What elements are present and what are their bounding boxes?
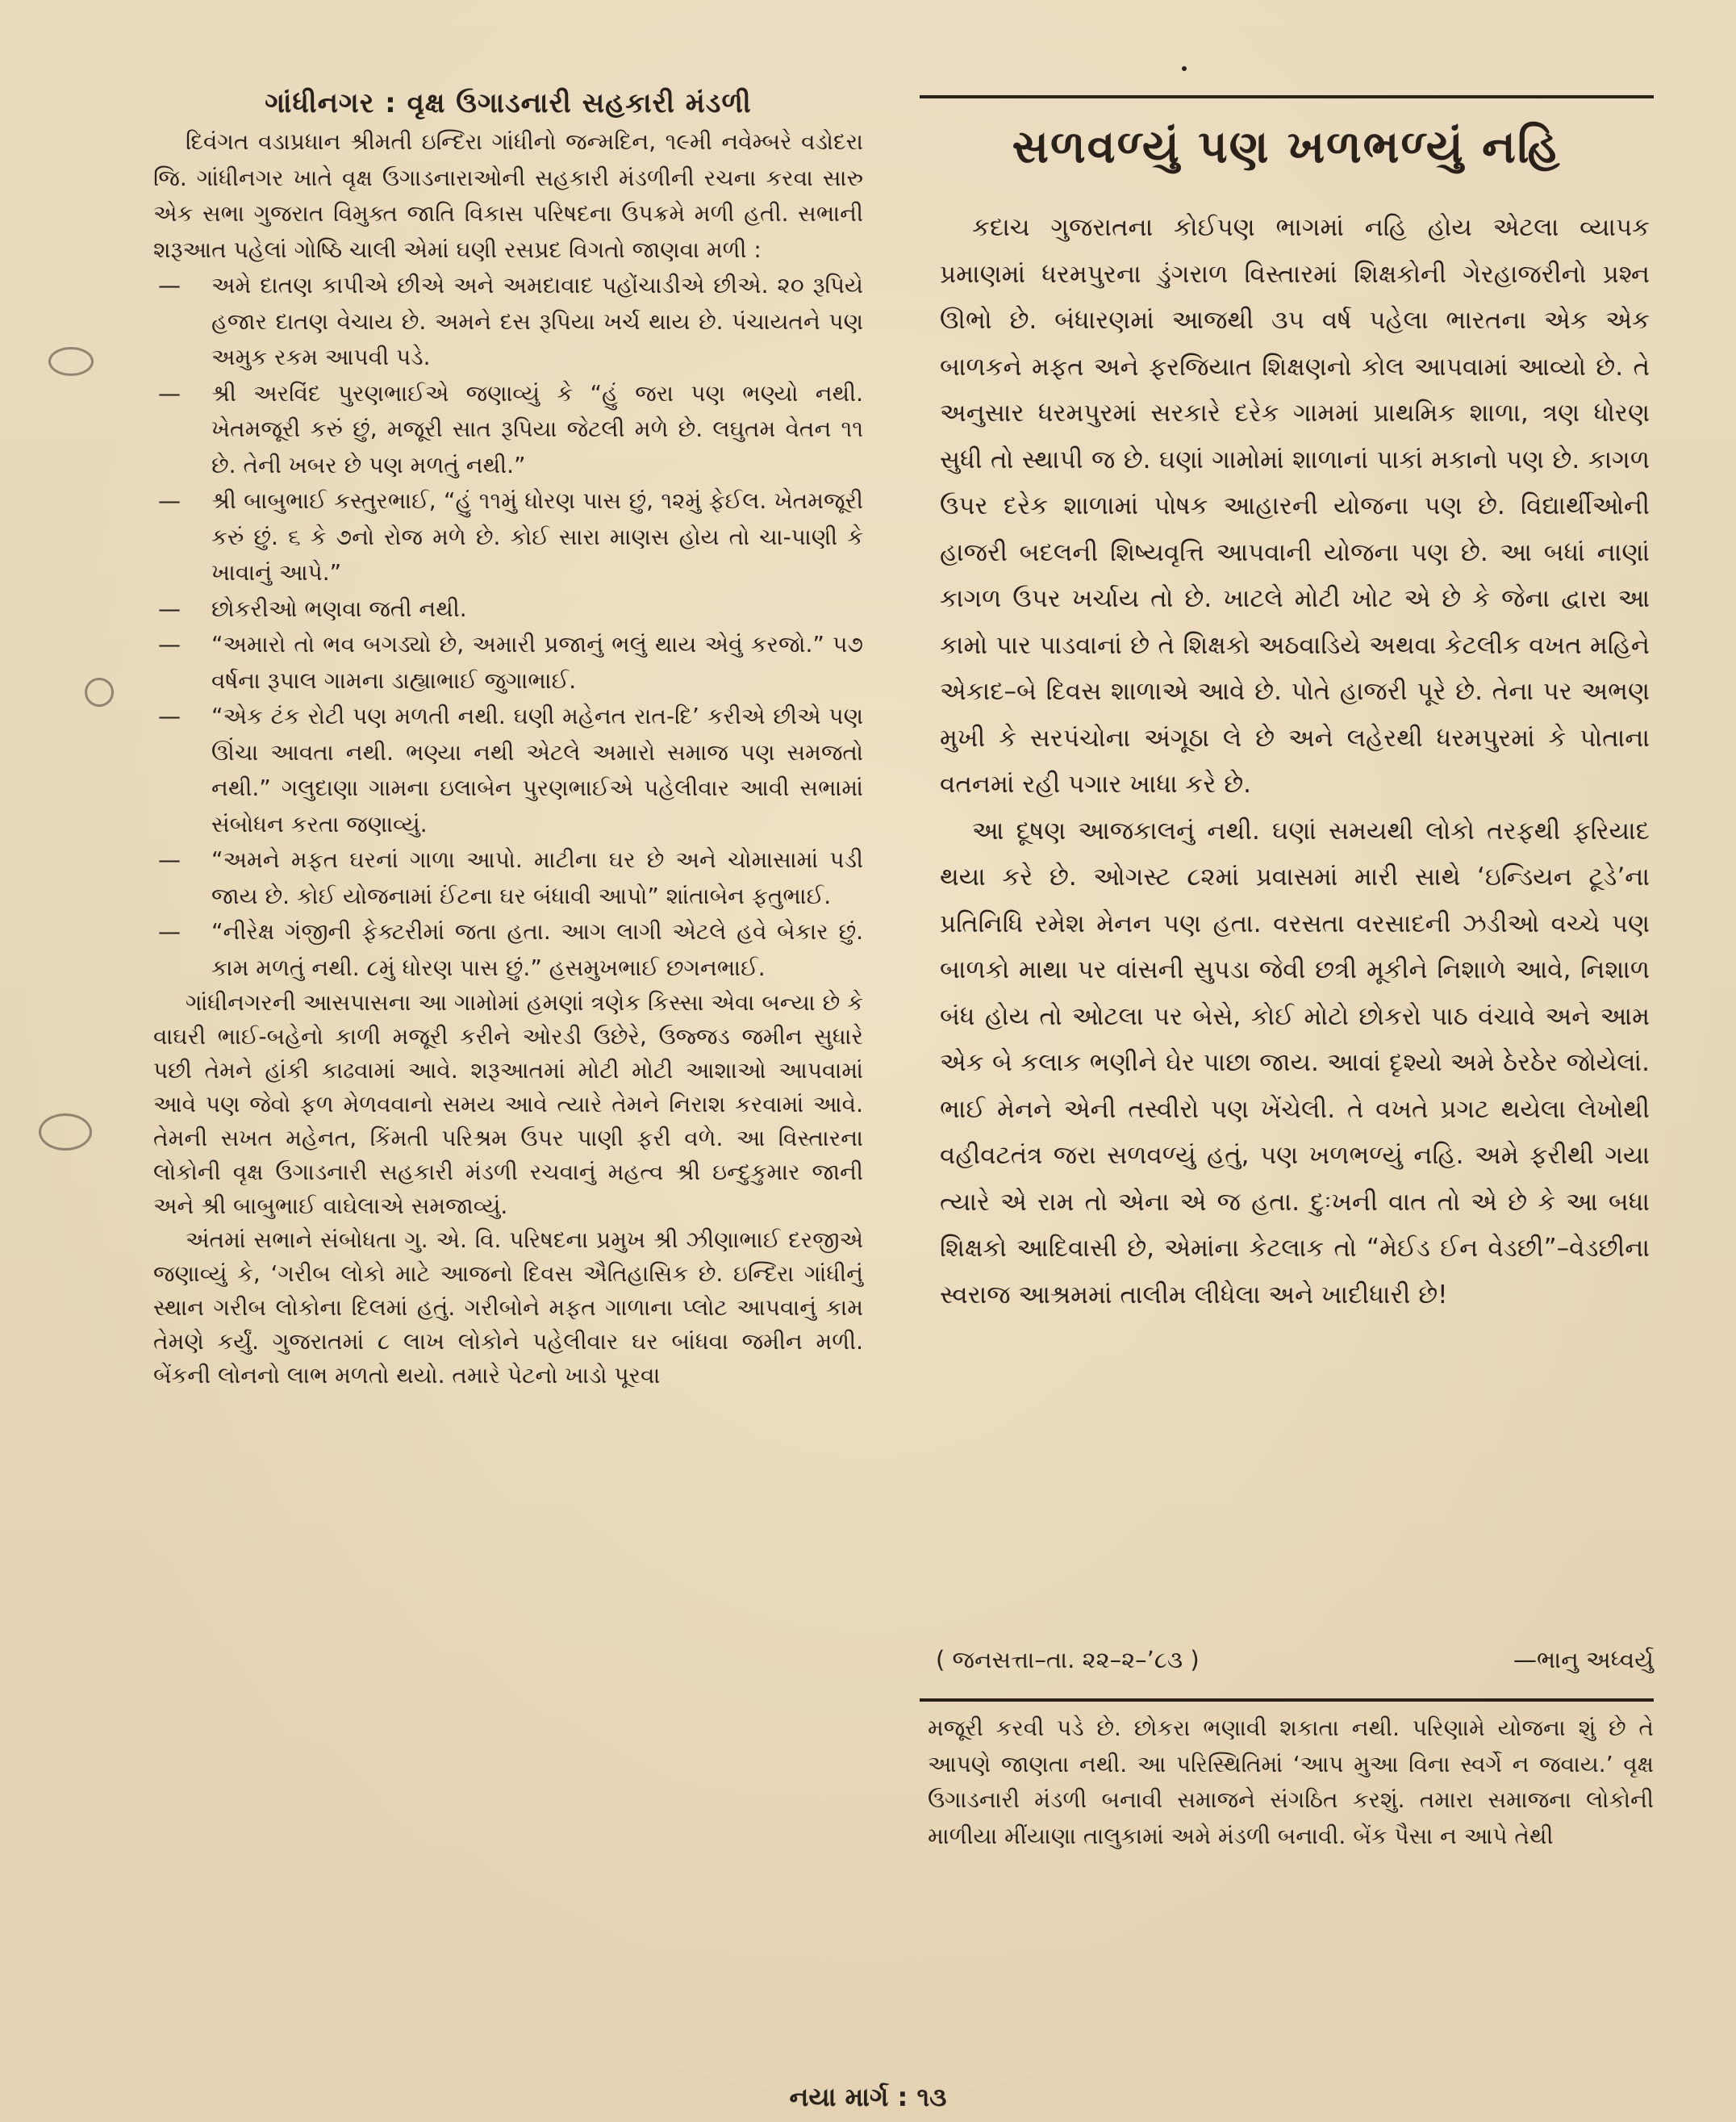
list-item — [153, 268, 863, 376]
dash-marker: — — [158, 595, 181, 622]
dash-marker: — — [158, 846, 181, 873]
ink-smudge — [48, 347, 94, 376]
list-item — [153, 842, 863, 914]
ink-smudge — [39, 1113, 92, 1151]
right-paragraph-2: આ દૂષણ આજકાલનું નથી. ઘણાં સમયથી લોકો તરફથી ફરિયાદ થયા કરે છે. ઓગસ્ટ ૮૨માં પ્રવાસમાં મારી સાથે ‘ઇન્ડિયન ટૂડે’ના પ્રતિનિધિ રમેશ મેનન પણ હતા. વરસતા વરસાદની ઝડીઓ વચ્ચે પણ બાળકો માથા પર વાંસની સુપડા જેવી છત્રી મૂકીને નિશાળે આવે, નિશાળ બંધ હોય તો ઓટલા પર બેસે, કોઈ મોટો છોકરો પાઠ વંચાવે અને આમ એક બે કલાક ભણીને ઘેર પાછા જાય. આવાં દૃશ્યો અમે ઠેરઠેર જોયેલાં. ભાઈ મેનને એની તસ્વીરો પણ ખેંચેલી. તે વખતે પ્રગટ થયેલા લેખોથી વહીવટતંત્ર જરા સળવળ્યું હતું, પણ ખળભળ્યું નહિ. અમે ફરીથી ગયા ત્યારે એ રામ તો એના એ જ હતા. દુઃખની વાત તો એ છે કે આ બધા શિક્ષકો આદિવાસી છે, એમાંના કેટલાક તો “મેઈડ ઈન વેડછી”–વેડછીના સ્વરાજ આશ્રમમાં તાલીમ લીધેલા અને ખાદીધારી છે! — [940, 816, 1650, 1310]
left-article-heading: ગાંધીનગર : વૃક્ષ ઉગાડનારી સહકારી મંડળી — [265, 87, 752, 119]
right-paragraph-1: કદાચ ગુજરાતના કોઈપણ ભાગમાં નહિ હોય એટલા વ્યાપક પ્રમાણમાં ધરમપુરના ડુંગરાળ વિસ્તારમાં શિક્ષકોની ગેરહાજરીનો પ્રશ્ન ઊભો છે. બંધારણમાં આજથી ૩૫ વર્ષ પહેલા ભારતના એક એક બાળકને મફત અને ફરજિયાત શિક્ષણનો કોલ આપવામાં આવ્યો છે. તે અનુસાર ધરમપુરમાં સરકારે દરેક ગામમાં પ્રાથમિક શાળા, ત્રણ ધોરણ સુધી તો સ્થાપી જ છે. ઘણાં ગામોમાં શાળાનાં પાકાં મકાનો પણ છે. કાગળ ઉપર દરેક શાળામાં પોષક આહારની યોજના પણ છે. વિદ્યાર્થીઓની હાજરી બદલની શિષ્યવૃત્તિ આપવાની યોજના પણ છે. આ બધાં નાણાં કાગળ ઉપર ખર્ચાય તો છે. ખાટલે મોટી ખોટ એ છે કે જેના દ્વારા આ કામો પાર પાડવાનાં છે તે શિક્ષકો અઠવાડિયે અથવા કેટલીક વખત મહિને એકાદ–બે દિવસ શાળાએ આવે છે. પોતે હાજરી પૂરે છે. તેના પર અભણ મુખી કે સરપંચોના અંગૂઠા લે છે અને લહેરથી ધરમપુરમાં કે પોતાના વતનમાં રહી પગાર ખાધા કરે છે. — [940, 213, 1650, 799]
list-item-text: શ્રી બાબુભાઈ કસ્તુરભાઈ, “હું ૧૧મું ધોરણ પાસ છું, ૧૨મું ફેઈલ. ખેતમજૂરી કરું છું. ૬ કે ૭નો રોજ મળે છે. કોઈ સારા માણસ હોય તો ચા-પાણી કે ખાવાનું આપે.” — [211, 487, 863, 586]
continuation-block — [928, 1711, 1654, 1854]
list-item — [153, 483, 863, 591]
list-item-text: “અમને મફત ઘરનાં ગાળા આપો. માટીના ઘર છે અને ચોમાસામાં પડી જાય છે. કોઈ યોજનામાં ઈંટના ઘર બંધાવી આપો” શાંતાબેન ફતુભાઈ. — [211, 846, 863, 909]
list-item-text: અમે દાતણ કાપીએ છીએ અને અમદાવાદ પહોંચાડીએ છીએ. ૨૦ રૂપિયે હજાર દાતણ વેચાય છે. અમને દસ રૂપિયા ખર્ચ થાય છે. પંચાયતને પણ અમુક રકમ આપવી પડે. — [211, 272, 863, 370]
byline-row — [936, 1646, 1654, 1674]
list-item — [153, 376, 863, 484]
printer-dot — [1182, 66, 1187, 71]
left-paragraph-3: અંતમાં સભાને સંબોધતા ગુ. એ. વિ. પરિષદના પ્રમુખ શ્રી ઝીણાભાઈ દરજીએ જણાવ્યું કે, ‘ગરીબ લોકો માટે આજનો દિવસ ઐતિહાસિક છે. ઇન્દિરા ગાંધીનું સ્થાન ગરીબ લોકોના દિલમાં હતું. ગરીબોને મફત ગાળાના પ્લોટ આપવાનું કામ તેમણે કર્યું. ગુજરાતમાં ૮ લાખ લોકોને પહેલીવાર ઘર બાંધવા જમીન મળી. બેંકની લોનનો લાભ મળતો થયો. તમારે પેટનો ખાડો પૂરવા — [153, 1226, 863, 1389]
dash-marker: — — [158, 631, 181, 658]
left-paragraph-2: ગાંધીનગરની આસપાસના આ ગામોમાં હમણાં ત્રણેક કિસ્સા એવા બન્યા છે કે વાઘરી ભાઈ-બહેનો કાળી મજૂરી કરીને ઓરડી ઉછેરે, ઉજ્જડ જમીન સુધારે પછી તેમને હાંકી કાઢવામાં આવે. શરૂઆતમાં મોટી મોટી આશાઓ આપવામાં આવે પણ જેવો ફળ મેળવવાનો સમય આવે ત્યારે તેમને નિરાશ કરવામાં આવે. તેમની સખત મહેનત, કિંમતી પરિશ્રમ ઉપર પાણી ફરી વળે. આ વિસ્તારના લોકોની વૃક્ષ ઉગાડનારી સહકારી મંડળી રચવાનું મહત્વ શ્રી ઇન્દુકુમાર જાની અને શ્રી બાબુભાઈ વાઘેલાએ સમજાવ્યું. — [153, 989, 863, 1219]
top-rule — [920, 95, 1654, 98]
dash-marker: — — [158, 703, 181, 729]
list-item — [153, 699, 863, 842]
dash-marker: — — [158, 918, 181, 945]
quote-list — [153, 268, 863, 986]
list-item-text: “નીરેક્ષ ગંજીની ફેક્ટરીમાં જતા હતા. આગ લાગી એટલે હવે બેકાર છું. કામ મળતું નથી. ૮મું ધોરણ પાસ છું.” હસમુખભાઈ છગનભાઈ. — [211, 918, 863, 981]
page-footer: નયા માર્ગ : ૧૩ — [789, 2082, 947, 2112]
left-intro-paragraph: દિવંગત વડાપ્રધાન શ્રીમતી ઇન્દિરા ગાંધીનો જન્મદિન, ૧૯મી નવેમ્બરે વડોદરા જિ. ગાંધીનગર ખાતે વૃક્ષ ઉગાડનારાઓની સહકારી મંડળીની રચના કરવા સારુ એક સભા ગુજરાત વિમુક્ત જાતિ વિકાસ પરિષદના ઉપક્રમે મળી હતી. સભાની શરૂઆત પહેલાં ગોષ્ઠિ ચાલી એમાં ઘણી રસપ્રદ વિગતો જાણવા મળી : — [153, 128, 863, 263]
list-item-text: “અમારો તો ભવ બગડ્યો છે, અમારી પ્રજાનું ભલું થાય એવું કરજો.” ૫૭ વર્ષના રૂપાલ ગામના ડાહ્યાભાઈ જુગાભાઈ. — [211, 631, 863, 694]
author-name: —ભાનુ અધ્વર્યુ — [1513, 1646, 1654, 1673]
list-item — [153, 914, 863, 986]
list-item-text: “એક ટંક રોટી પણ મળતી નથી. ઘણી મહેનત રાત-દિ’ કરીએ છીએ પણ ઊંચા આવતા નથી. ભણ્યા નથી એટલે અમારો સમાજ પણ સમજતો નથી.” ગલુદાણા ગામના ઇલાબેન પુરણભાઈએ પહેલીવાર આવી સભામાં સંબોધન કરતા જણાવ્યું. — [211, 703, 863, 838]
source-citation: ( જનસત્તા–તા. ૨૨–૨–’૮૩ ) — [936, 1646, 1200, 1673]
right-article-body — [940, 205, 1650, 1318]
continuation-paragraph: મજૂરી કરવી પડે છે. છોકરા ભણાવી શકાતા નથી. પરિણામે યોજના શું છે તે આપણે જાણતા નથી. આ પરિસ્થિતિમાં ‘આપ મુઆ વિના સ્વર્ગે ન જવાય.’ વૃક્ષ ઉગાડનારી મંડળી બનાવી સમાજને સંગઠિત કરશું. તમારા સમાજના લોકોની માળીયા મીંયાણા તાલુકામાં અમે મંડળી બનાવી. બેંક પૈસા ન આપે તેથી — [928, 1715, 1654, 1849]
list-item — [153, 591, 863, 628]
list-item-text: છોકરીઓ ભણવા જતી નથી. — [211, 595, 467, 622]
right-article-title: સળવળ્યું પણ ખળભળ્યું નહિ — [1012, 121, 1562, 173]
list-item-text: શ્રી અરવિંદ પુરણભાઈએ જણાવ્યું કે “હું જરા પણ ભણ્યો નથી. ખેતમજૂરી કરું છું, મજૂરી સાત રૂપિયા જેટલી મળે છે. લઘુતમ વેતન ૧૧ છે. તેની ખબર છે પણ મળતું નથી.” — [211, 379, 863, 478]
ink-smudge — [85, 678, 114, 707]
left-column — [153, 81, 863, 1393]
list-item — [153, 627, 863, 699]
dash-marker: — — [158, 487, 181, 514]
dash-marker: — — [158, 272, 181, 299]
section-divider — [920, 1698, 1654, 1702]
dash-marker: — — [158, 379, 181, 407]
